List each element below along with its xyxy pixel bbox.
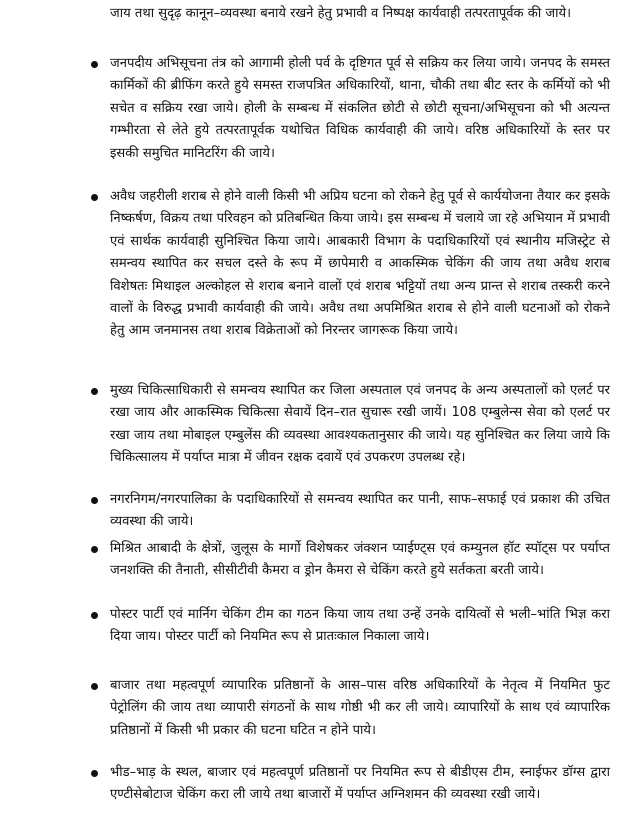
bullet-icon	[91, 497, 98, 504]
bullet-icon	[91, 194, 98, 201]
bullet-icon	[91, 683, 98, 690]
list-item-text: नगरनिगम/नगरपालिका के पदाधिकारियों से समन्वय स्थापित कर पानी, साफ–सफाई एवं प्रकाश की उचित व्यवस्था की जाये।	[110, 492, 610, 530]
list-item	[110, 186, 610, 343]
list-item	[110, 762, 610, 807]
list-item	[110, 604, 610, 649]
list-item-text: जनपदीय अभिसूचना तंत्र को आगामी होली पर्व के दृष्टिगत पूर्व से सक्रिय कर लिया जाये। जनपद के समस्त कार्मिकों की ब्रीफिंग करते हुये समस्त राजपत्रित अधिकारियों, थाना, चौकी तथा बीट स्तर के कर्मियों को भी सचेत व सक्रिय रखा जाये। होली के सम्बन्ध में संकलित छोटी से छोटी सूचना/अभिसूचना को भी अत्यन्त गम्भीरता से लेते हुये तत्परतापूर्वक यथोचित विधिक कार्यवाही की जाये। वरिष्ठ अधिकारियों के स्तर पर इसकी समुचित मानिटरिंग की जाये।	[110, 56, 610, 161]
list-item-text: मुख्य चिकित्साधिकारी से समन्वय स्थापित कर जिला अस्पताल एवं जनपद के अन्य अस्पतालों को एलर्ट पर रखा जाय और आकस्मिक चिकित्सा सेवायें दिन–रात सुचारू रखी जायें। 108 एम्बुलेन्स सेवा को एलर्ट पर रखा जाय तथा मोबाइल एम्बुलेंस की व्यवस्था आवश्यकतानुसार की जाये। यह सुनिश्चित कर लिया जाये कि चिकित्सालय में पर्याप्त मात्रा में जीवन रक्षक दवायें एवं उपकरण उपलब्ध रहे।	[110, 383, 610, 466]
list-item-text: अवैध जहरीली शराब से होने वाली किसी भी अप्रिय घटना को रोकने हेतु पूर्व से कार्ययोजना तैयार कर इसके निष्कर्षण, विक्रय तथा परिवहन को प्रतिबन्धित किया जाये। इस सम्बन्ध में चलाये जा रहे अभियान में प्रभावी एवं सार्थक कार्यवाही सुनिश्चित किया जाये। आबकारी विभाग के पदाधिकारियों एवं स्थानीय मजिस्ट्रेट से समन्वय स्थापित कर सचल दस्ते के रूप में छापेमारी व आकस्मिक चेकिंग की जाय तथा अवैध शराब विशेषतः मिथाइल अल्कोहल से शराब बनाने वालों एवं शराब भट्टियों तथा अन्य प्रान्त से शराब तस्करी करने वालों के विरुद्ध प्रभावी कार्यवाही की जाये। अवैध तथा अपमिश्रित शराब से होने वाली घटनाओं को रोकने हेतु आम जनमानस तथा शराब विक्रेताओं को निरन्तर जागरूक किया जाये।	[110, 189, 610, 339]
list-item-text: बाजार तथा महत्वपूर्ण व्यापारिक प्रतिष्ठानों के आस–पास वरिष्ठ अधिकारियों के नेतृत्व में नियमित फुट पेट्रोलिंग की जाय तथा व्यापारी संगठनों के साथ गोष्ठी भी कर ली जाये। व्यापारियों के साथ एवं व्यापारिक प्रतिष्ठानों में किसी भी प्रकार की घटना घटित न होने पाये।	[110, 678, 610, 738]
list-item	[110, 675, 610, 742]
list-item-text: मिश्रित आबादी के क्षेत्रों, जुलूस के मार्गो विशेषकर जंक्शन प्याईण्ट्स एवं कम्युनल हॉट स्पॉट्स पर पर्याप्त जनशक्ति की तैनाती, सीसीटीवी कैमरा व ड्रोन कैमरा से चेकिंग करते हुये सर्तकता बरती जाये।	[110, 541, 610, 579]
bullet-icon	[91, 388, 98, 395]
list-item-text: पोस्टर पार्टी एवं मार्निग चेकिंग टीम का गठन किया जाय तथा उन्हें उनके दायित्वों से भली–भांति भिज्ञ करा दिया जाय। पोस्टर पार्टी को नियमित रूप से प्रातःकाल निकाला जाये।	[110, 607, 610, 645]
list-item	[110, 538, 610, 583]
list-item	[110, 53, 610, 165]
list-item-text: भीड–भाड़ के स्थल, बाजार एवं महत्वपूर्ण प्रतिष्ठानों पर नियमित रूप से बीडीएस टीम, स्नाईफर डॉग्स द्वारा एण्टीसेबोटाज चेकिंग करा ली जाये तथा बाजारों में पर्याप्त अग्निशमन की व्यवस्था रखी जाये।	[110, 765, 610, 803]
bullet-icon	[91, 612, 98, 619]
continuation-paragraph: जाय तथा सुदृढ़ कानून–व्यवस्था बनाये रखने हेतु प्रभावी व निष्पक्ष कार्यवाही तत्परतापूर्वक की जाये।	[110, 6, 572, 21]
bullet-icon	[91, 770, 98, 777]
list-item	[110, 380, 610, 470]
bullet-icon	[91, 546, 98, 553]
bullet-icon	[91, 61, 98, 68]
list-item	[110, 489, 610, 534]
